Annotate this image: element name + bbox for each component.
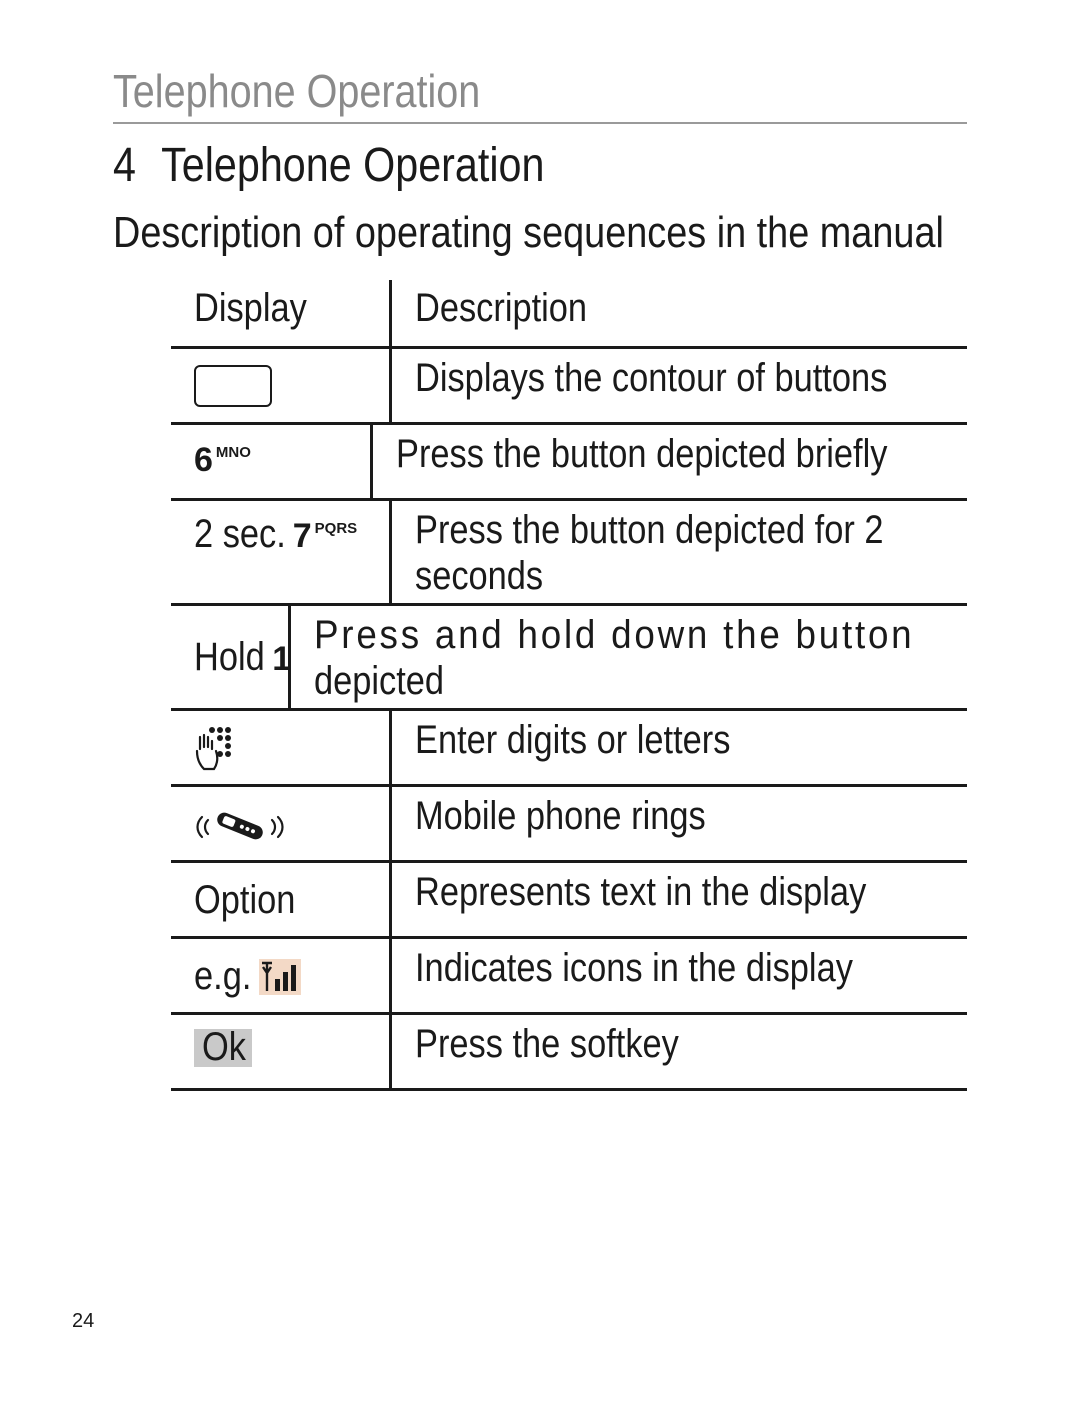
description-cell <box>392 787 967 860</box>
display-prefix: 2 sec. <box>194 512 286 556</box>
description-text-line1: Press and hold down the button <box>314 613 915 657</box>
key-1-label: 1 <box>272 640 292 678</box>
display-cell <box>171 863 392 936</box>
description-cell <box>392 501 967 603</box>
display-cell <box>171 711 392 784</box>
display-long-press <box>194 511 365 557</box>
table-row <box>171 863 967 939</box>
description-cell <box>392 863 967 936</box>
description-text: Enter digits or letters <box>415 718 731 762</box>
key-7-label: 7 $^{PQRS}$ <box>292 517 358 555</box>
display-prefix: Hold <box>194 635 265 679</box>
header-display-label: Display <box>194 286 307 330</box>
description-text-line2: depicted <box>314 659 445 703</box>
chapter-title: Telephone Operation <box>161 139 545 192</box>
key-6-label: 6 $^{MNO}$ <box>194 441 251 479</box>
header-cell-display <box>171 280 392 346</box>
table-row <box>171 501 967 606</box>
description-text: Displays the contour of buttons <box>415 356 888 400</box>
signal-strength-icon <box>259 959 301 995</box>
header-rule <box>113 122 967 124</box>
softkey-ok-sample <box>194 1025 252 1069</box>
display-prefix: e.g. <box>194 954 252 998</box>
description-text: Represents text in the display <box>415 870 867 914</box>
keypad-hand-icon <box>194 725 234 773</box>
header-description-label: Description <box>415 286 588 330</box>
button-outline-icon <box>194 365 272 407</box>
display-cell <box>171 349 392 422</box>
display-cell <box>171 425 373 498</box>
description-cell <box>392 939 967 1012</box>
table-row <box>171 606 967 711</box>
table-row <box>171 939 967 1015</box>
description-text: Indicates icons in the display <box>415 946 853 990</box>
description-text-line2: seconds <box>415 554 544 598</box>
description-text: Mobile phone rings <box>415 794 706 838</box>
display-cell <box>171 606 291 708</box>
table-row <box>171 1015 967 1091</box>
ringing-phone-icon <box>194 809 286 843</box>
description-text: Press the softkey <box>415 1022 679 1066</box>
display-cell <box>171 501 392 603</box>
description-text-line1: Press the button depicted for 2 <box>415 508 884 552</box>
description-cell <box>291 606 967 708</box>
table-header-row <box>171 280 967 349</box>
display-text-option: Option <box>194 878 296 922</box>
description-text: Press the button depicted briefly <box>395 432 887 476</box>
table-row <box>171 425 967 501</box>
softkey-ok-label: Ok <box>202 1025 246 1069</box>
description-cell <box>392 711 967 784</box>
description-cell <box>392 1015 967 1088</box>
display-cell <box>171 939 392 1012</box>
table-row <box>171 711 967 787</box>
display-cell <box>171 787 392 860</box>
chapter-number: 4 <box>113 139 136 192</box>
display-example <box>194 953 261 999</box>
chapter-heading <box>113 138 544 193</box>
table-row <box>171 349 967 425</box>
section-title: Description of operating sequences in the manual <box>113 208 944 257</box>
display-hold <box>194 634 295 680</box>
table-row <box>171 787 967 863</box>
running-head: Telephone Operation <box>113 65 481 117</box>
description-cell <box>392 349 967 422</box>
description-cell <box>373 425 967 498</box>
display-cell <box>171 1015 392 1088</box>
page-number: 24 <box>72 1310 95 1332</box>
operating-sequences-table <box>171 280 967 1091</box>
header-cell-description <box>392 280 967 346</box>
